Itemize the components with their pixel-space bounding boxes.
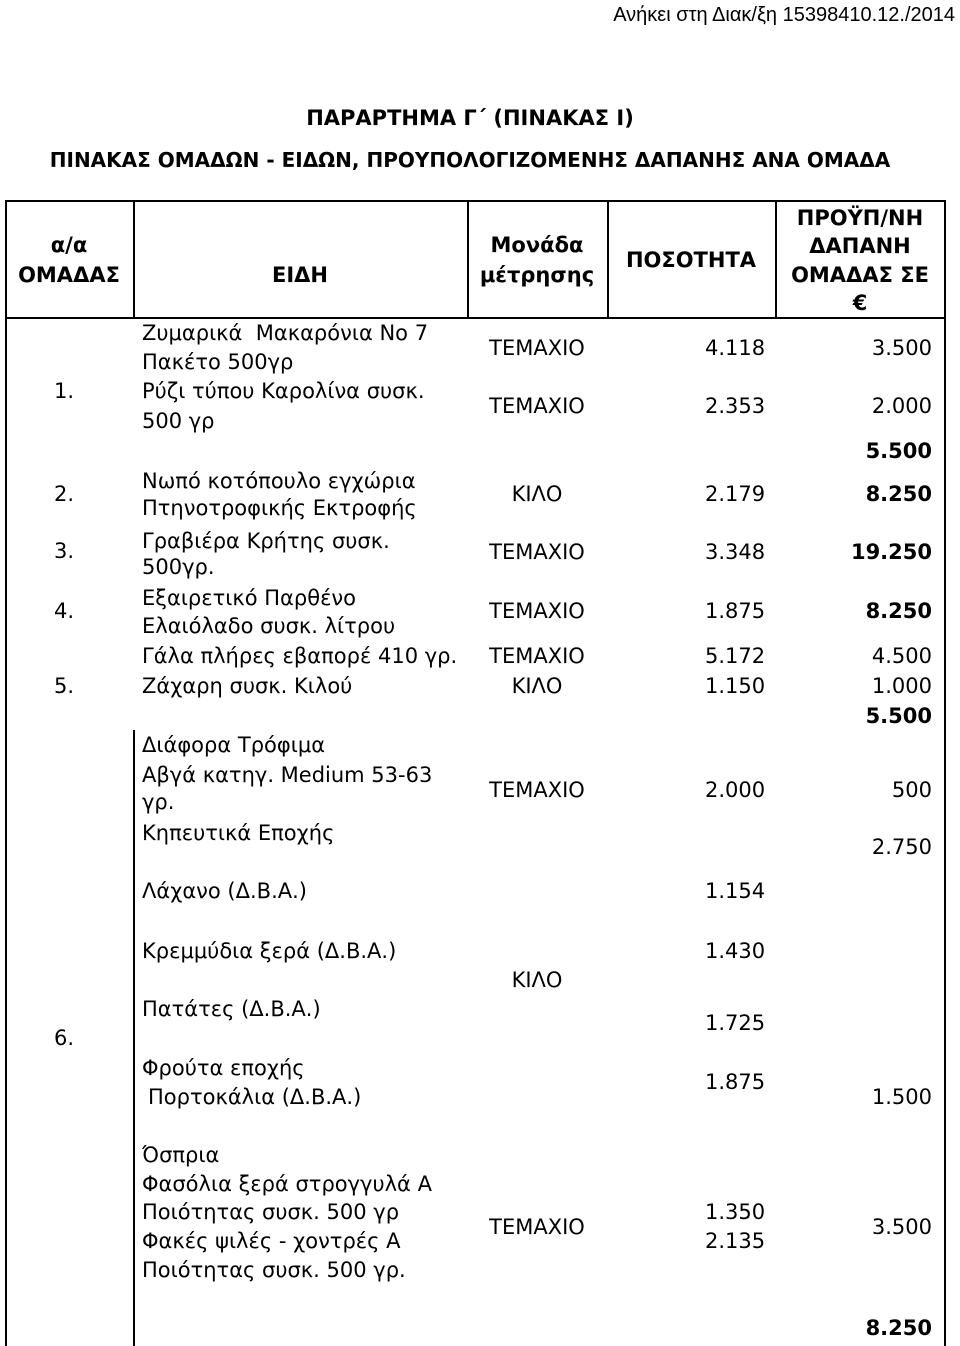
item-unit: ΚΙΛΟ: [511, 482, 563, 506]
item-quantity: 4.118: [705, 336, 766, 360]
item-quantity: 1.430: [705, 939, 766, 963]
item-unit: ΤΕΜΑΧΙΟ: [489, 336, 585, 360]
group-number: 2.: [54, 482, 75, 506]
item-cost: 2.000: [871, 394, 932, 418]
table-left-border: [5, 200, 7, 1346]
item-unit: ΚΙΛΟ: [511, 674, 563, 698]
item-name: Γάλα πλήρες εβαπορέ 410 γρ.: [142, 644, 458, 668]
item-unit: ΤΕΜΑΧΙΟ: [489, 599, 585, 623]
document-title: ΠΑΡΑΡΤΗΜΑ Γ΄ (ΠΙΝΑΚΑΣ Ι): [306, 106, 634, 130]
item-quantity: 1.150: [705, 674, 766, 698]
group-number: 5.: [54, 674, 75, 698]
table-right-border: [944, 200, 946, 1346]
group-number: 3.: [54, 539, 75, 563]
item-quantity: 2.353: [705, 394, 766, 418]
item-name: Πακέτο 500γρ: [142, 350, 294, 374]
group-total: 5.500: [865, 704, 932, 728]
item-name: Πτηνοτροφικής Εκτροφής: [142, 496, 417, 520]
item-quantity: 2.135: [705, 1229, 766, 1253]
section-cost: 1.500: [871, 1085, 932, 1109]
body-divider-group-items: [133, 730, 135, 1346]
section-heading: Κηπευτικά Εποχής: [142, 821, 335, 845]
group-total: 8.250: [865, 482, 932, 506]
item-quantity: 2.179: [705, 482, 766, 506]
item-name: Εξαιρετικό Παρθένο: [142, 586, 356, 610]
reference-note: Ανήκει στη Διακ/ξη 15398410.12./2014: [613, 4, 955, 26]
section-cost: 2.750: [871, 835, 932, 859]
header-items: ΕΙΔΗ: [272, 263, 328, 287]
item-unit: ΤΕΜΑΧΙΟ: [489, 540, 585, 564]
item-name: Πορτοκάλια (Δ.Β.Α.): [148, 1085, 362, 1109]
item-name: Κρεμμύδια ξερά (Δ.Β.Α.): [142, 939, 397, 963]
group-number: 1.: [54, 379, 75, 403]
header-unit-line1: Μονάδα: [490, 233, 584, 257]
header-unit-line2: μέτρησης: [479, 263, 595, 287]
group-total: 8.250: [865, 1316, 932, 1340]
table-top-border: [5, 200, 945, 202]
item-name: 500γρ.: [142, 555, 215, 579]
item-name: Φακές ψιλές - χοντρές Α: [142, 1229, 401, 1253]
item-name: Ποιότητας συσκ. 500 γρ.: [142, 1258, 406, 1282]
item-name: Πατάτες (Δ.Β.Α.): [142, 997, 321, 1021]
item-name: Νωπό κοτόπουλο εγχώρια: [142, 469, 416, 493]
item-name: Λάχανο (Δ.Β.Α.): [142, 879, 307, 903]
header-budget-line1: ΠΡΟΫΠ/ΝΗ: [796, 206, 924, 230]
item-name: Ζυμαρικά Μακαρόνια Νο 7: [142, 321, 429, 345]
document-subtitle: ΠΙΝΑΚΑΣ ΟΜΑΔΩΝ - ΕΙΔΩΝ, ΠΡΟΥΠΟΛΟΓΙΖΟΜΕΝΗΣ ΔΑΠΑΝΗΣ ΑΝΑ ΟΜΑΔΑ: [49, 148, 891, 172]
item-name: Ποιότητας συσκ. 500 γρ: [142, 1200, 400, 1224]
item-name: Γραβιέρα Κρήτης συσκ.: [142, 529, 390, 553]
item-name: Ζάχαρη συσκ. Κιλού: [142, 674, 353, 698]
item-name: Αβγά κατηγ. Medium 53-63: [142, 763, 433, 787]
header-budget-line2: ΔΑΠΑΝΗ: [809, 234, 911, 258]
group-number: 4.: [54, 599, 75, 623]
item-unit: ΤΕΜΑΧΙΟ: [489, 778, 585, 802]
item-unit: ΤΕΜΑΧΙΟ: [489, 394, 585, 418]
item-name: γρ.: [142, 790, 175, 814]
item-quantity: 1.875: [705, 1070, 766, 1094]
header-quantity: ΠΟΣΟΤΗΤΑ: [625, 248, 757, 272]
group-total: 8.250: [865, 599, 932, 623]
header-group-no-line2: ΟΜΑΔΑΣ: [18, 263, 120, 287]
header-divider-items-unit: [467, 200, 469, 318]
item-quantity: 1.725: [705, 1011, 766, 1035]
header-bottom-border: [5, 317, 945, 319]
item-cost: 500: [891, 778, 932, 802]
item-quantity: 2.000: [705, 778, 766, 802]
item-name: 500 γρ: [142, 409, 215, 433]
header-divider-group-items: [133, 200, 135, 318]
item-quantity: 1.875: [705, 599, 766, 623]
item-name: Ελαιόλαδο συσκ. λίτρου: [142, 614, 396, 638]
item-cost: 3.500: [871, 336, 932, 360]
section-heading: Φρούτα εποχής: [142, 1056, 305, 1080]
item-name: Φασόλια ξερά στρογγυλά Α: [142, 1172, 432, 1196]
header-group-no-line1: α/α: [50, 233, 88, 257]
item-unit: ΤΕΜΑΧΙΟ: [489, 644, 585, 668]
item-quantity: 3.348: [705, 540, 766, 564]
item-cost: 1.000: [871, 674, 932, 698]
item-quantity: 1.154: [705, 879, 766, 903]
header-budget-currency: €: [852, 291, 868, 315]
section-cost: 3.500: [871, 1215, 932, 1239]
section-heading: Όσπρια: [142, 1143, 220, 1167]
group-heading: Διάφορα Τρόφιμα: [142, 733, 326, 757]
item-name: Ρύζι τύπου Καρολίνα συσκ.: [142, 379, 425, 403]
header-budget-line3: ΟΜΑΔΑΣ ΣΕ: [791, 263, 929, 287]
group-total: 19.250: [850, 540, 932, 564]
group-number: 6.: [54, 1026, 75, 1050]
group-total: 5.500: [865, 439, 932, 463]
item-cost: 4.500: [871, 644, 932, 668]
item-quantity: 5.172: [705, 644, 766, 668]
section-unit: ΤΕΜΑΧΙΟ: [489, 1215, 585, 1239]
item-quantity: 1.350: [705, 1200, 766, 1224]
section-unit: ΚΙΛΟ: [511, 968, 563, 992]
